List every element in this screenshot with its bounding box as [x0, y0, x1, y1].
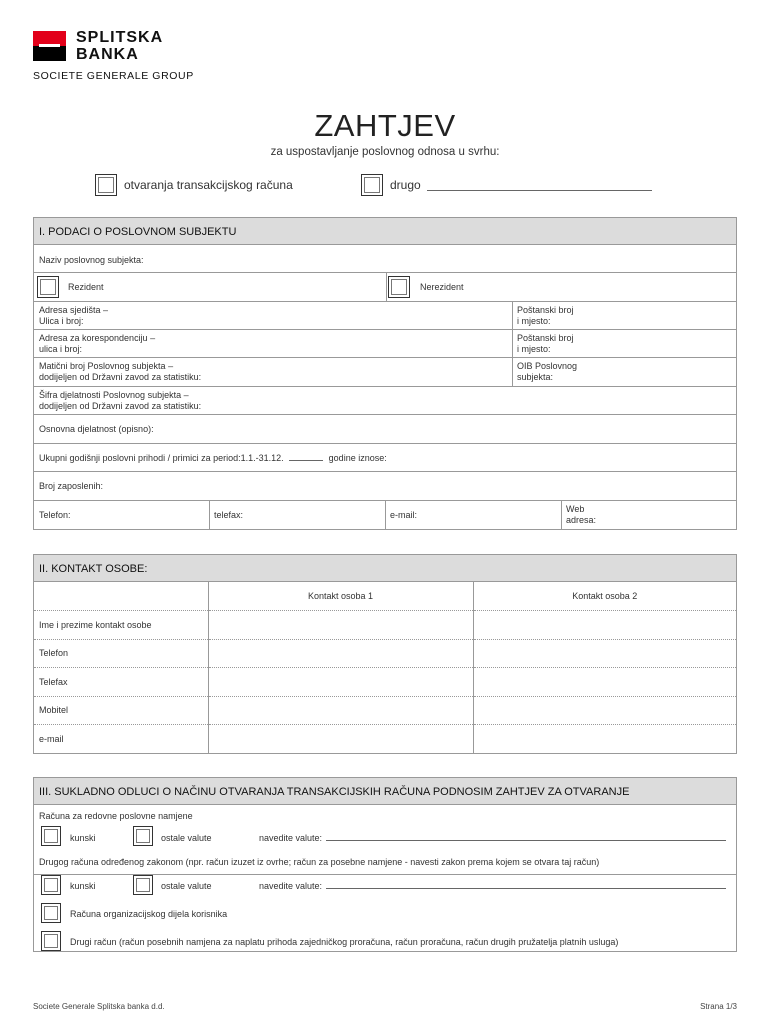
legal-kuna-checkbox[interactable] — [41, 875, 61, 895]
table-row — [34, 725, 736, 754]
main-activity-label: Osnovna djelatnost (opisno): — [39, 424, 154, 434]
contact2-mobile-field[interactable] — [473, 696, 736, 725]
footer-page-number: Strana 1/3 — [700, 1002, 737, 1011]
regular-currencies-label: navedite valute: — [259, 833, 323, 843]
table-row — [34, 668, 736, 697]
purpose-option-account — [95, 174, 293, 196]
contact-person-1-header: Kontakt osoba 1 — [208, 582, 473, 611]
page-title: ZAHTJEV — [314, 108, 456, 143]
row-registration-number — [34, 358, 736, 387]
employees-label: Broj zaposlenih: — [39, 481, 104, 491]
web-address-label: adresa: — [566, 515, 597, 525]
logo-group: SOCIETE GENERALE GROUP — [33, 70, 194, 82]
row-main-activity — [34, 415, 736, 444]
web-label: Web — [566, 504, 585, 514]
legal-kuna-label: kunski — [70, 881, 96, 891]
contact1-phone-field[interactable] — [208, 639, 473, 668]
contact-email-label: e-mail — [34, 725, 208, 754]
corr-place-label: i mjesto: — [517, 344, 551, 354]
legal-account-block — [34, 875, 736, 952]
nonresident-checkbox[interactable] — [388, 276, 410, 298]
account-opening-checkbox[interactable] — [95, 174, 117, 196]
legal-account-label: Drugog računa određenog zakonom (npr. račun izuzet iz ovrhe; račun za posebne namjene - navesti zakon prema kojem se otvara taj račun) — [39, 857, 600, 867]
regular-account-label: Računa za redovne poslovne namjene — [39, 811, 193, 821]
contact-name-label: Ime i prezime kontakt osobe — [34, 611, 208, 640]
seat-address-label: Adresa sjedišta – — [39, 305, 109, 315]
regular-currencies-field[interactable] — [326, 840, 726, 841]
page-subtitle: za uspostavljanje poslovnog odnosa u svrhu: — [270, 146, 500, 158]
other-purpose-checkbox[interactable] — [361, 174, 383, 196]
row-activity-code — [34, 387, 736, 415]
regular-foreign-checkbox[interactable] — [133, 826, 153, 846]
activity-code-label: Šifra djelatnosti Poslovnog subjekta – — [39, 390, 189, 400]
logo-line1: SPLITSKA — [76, 29, 164, 46]
other-purpose-field[interactable] — [427, 179, 652, 191]
section-business-entity — [33, 217, 737, 530]
section2-heading: II. KONTAKT OSOBE: — [34, 555, 736, 582]
seat-postal-label: Poštanski broj — [517, 305, 574, 315]
revenue-label: Ukupni godišnji poslovni prihodi / primici za period:1.1.-31.12. — [39, 453, 284, 463]
contact-phone-label: Telefon — [34, 639, 208, 668]
footer-company: Societe Generale Splitska banka d.d. — [33, 1002, 165, 1011]
legal-currencies-field[interactable] — [326, 888, 726, 889]
nonresident-label: Nerezident — [420, 282, 464, 292]
section-contacts — [33, 554, 737, 754]
logo-line2: BANKA — [76, 46, 139, 63]
email-label: e-mail: — [390, 510, 418, 520]
section3-heading: III. SUKLADNO ODLUCI O NAČINU OTVARANJA TRANSAKCIJSKIH RAČUNA PODNOSIM ZAHTJEV ZA OTVARANJE — [34, 778, 736, 805]
table-row — [34, 696, 736, 725]
seat-place-label: i mjesto: — [517, 316, 551, 326]
row-employees — [34, 472, 736, 501]
section-account-request — [33, 777, 737, 952]
table-row — [34, 611, 736, 640]
contact1-name-field[interactable] — [208, 611, 473, 640]
purpose-option2-label: drugo — [390, 178, 421, 192]
row-seat-address — [34, 302, 736, 330]
regular-kuna-checkbox[interactable] — [41, 826, 61, 846]
phone-label: Telefon: — [39, 510, 71, 520]
entity-name-label: Naziv poslovnog subjekta: — [39, 255, 144, 265]
resident-checkbox[interactable] — [37, 276, 59, 298]
legal-currencies-label: navedite valute: — [259, 881, 323, 891]
reg-number-issuer-label: dodijeljen od Državni zavod za statistiku: — [39, 372, 202, 382]
seat-street-label: Ulica i broj: — [39, 316, 84, 326]
contact2-phone-field[interactable] — [473, 639, 736, 668]
purpose-option1-label: otvaranja transakcijskog računa — [124, 178, 293, 192]
regular-kuna-label: kunski — [70, 833, 96, 843]
oib-label-2: subjekta: — [517, 372, 554, 382]
row-entity-name — [34, 245, 736, 273]
row-contact-info — [34, 501, 736, 529]
logo-name — [76, 29, 163, 63]
contact1-mobile-field[interactable] — [208, 696, 473, 725]
revenue-suffix-label: godine iznose: — [328, 453, 387, 463]
section1-heading: I. PODACI O POSLOVNOM SUBJEKTU — [34, 218, 736, 245]
contact1-fax-field[interactable] — [208, 668, 473, 697]
org-unit-label: Računa organizacijskog dijela korisnika — [70, 909, 228, 919]
activity-code-issuer-label: dodijeljen od Državni zavod za statistiku: — [39, 401, 202, 411]
legal-foreign-label: ostale valute — [161, 881, 212, 891]
contact2-fax-field[interactable] — [473, 668, 736, 697]
row-residency — [34, 273, 736, 302]
other-account-checkbox[interactable] — [41, 931, 61, 951]
revenue-year-field[interactable] — [289, 453, 323, 461]
legal-foreign-checkbox[interactable] — [133, 875, 153, 895]
contacts-header-row — [34, 582, 736, 611]
regular-account-block — [34, 805, 736, 875]
reg-number-label: Matični broj Poslovnog subjekta – — [39, 361, 174, 371]
table-row — [34, 639, 736, 668]
fax-label: telefax: — [214, 510, 244, 520]
contact-fax-label: Telefax — [34, 668, 208, 697]
row-annual-revenue — [34, 444, 736, 472]
other-account-label: Drugi račun (račun posebnih namjena za naplatu prihoda zajedničkog proračuna, račun proračuna, račun drugih pružatelja platnih usluga) — [70, 937, 619, 947]
corr-postal-label: Poštanski broj — [517, 333, 574, 343]
org-unit-checkbox[interactable] — [41, 903, 61, 923]
row-correspondence-address — [34, 330, 736, 358]
regular-foreign-label: ostale valute — [161, 833, 212, 843]
contacts-table — [34, 582, 736, 753]
contact-person-2-header: Kontakt osoba 2 — [473, 582, 736, 611]
corr-address-label: Adresa za korespondenciju – — [39, 333, 156, 343]
logo-mark-icon — [33, 31, 66, 61]
oib-label: OIB Poslovnog — [517, 361, 578, 371]
purpose-option-other — [361, 174, 652, 196]
contact2-name-field[interactable] — [473, 611, 736, 640]
contact-mobile-label: Mobitel — [34, 696, 208, 725]
contact2-email-field[interactable] — [473, 725, 736, 754]
resident-label: Rezident — [68, 282, 104, 292]
corr-street-label: ulica i broj: — [39, 344, 83, 354]
contact1-email-field[interactable] — [208, 725, 473, 754]
